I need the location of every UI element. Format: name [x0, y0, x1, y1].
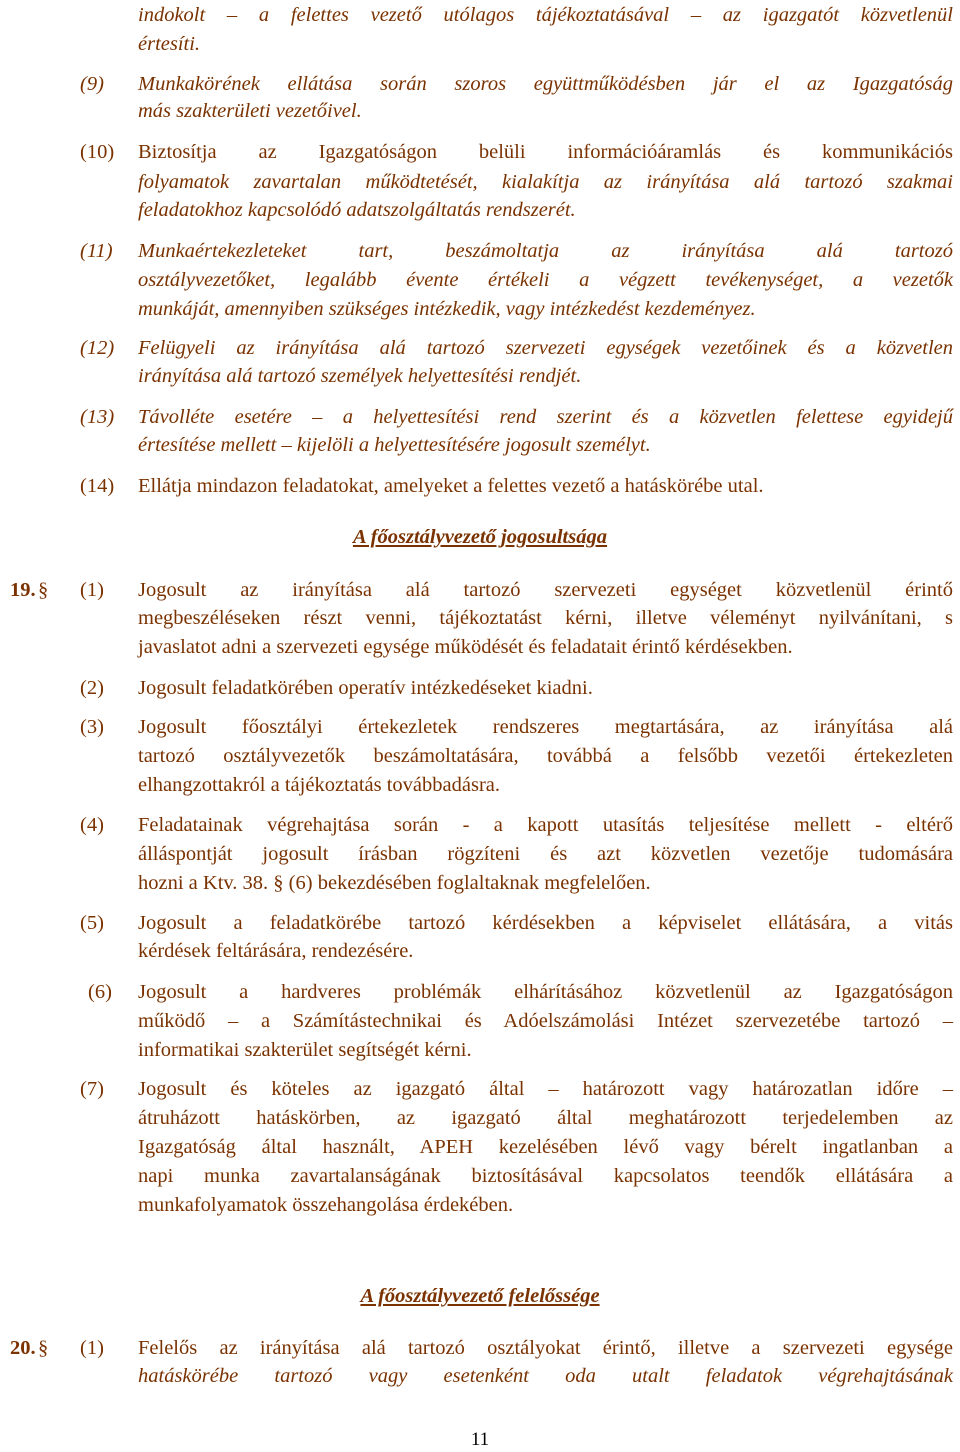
paragraph-14 [0, 471, 960, 501]
text-line [0, 29, 960, 59]
section-19-paragraph-7 [0, 1074, 960, 1104]
text-line [0, 96, 960, 126]
section-19-paragraph-2 [0, 673, 960, 703]
text-line [0, 868, 960, 898]
line-text: munkáját, amennyiben szükséges intézkedik, vagy intézkedést kezdeményez. [138, 298, 756, 320]
section-19-paragraph-5 [0, 908, 960, 938]
line-text: Felügyeli az irányítása alá tartozó szervezeti egységek vezetőinek és a közvetlen [138, 337, 953, 359]
section-19-paragraph-3 [0, 712, 960, 742]
line-text: hozni a Ktv. 38. § (6) bekezdésében foglaltaknak megfelelően. [138, 872, 651, 894]
line-text: Távolléte esetére – a helyettesítési rend szerint és a közvetlen felettese egyidejű [138, 406, 953, 428]
paragraph-number: (10) [80, 141, 115, 163]
text-line [0, 1035, 960, 1065]
text-line [0, 1361, 960, 1391]
line-text: megbeszéléseken részt venni, tájékoztatást kérni, illetve véleményt nyilvánítani, s [138, 607, 953, 629]
line-text: Munkakörének ellátása során szoros együttműködésben jár el az Igazgatóság [138, 73, 953, 95]
line-text: munkafolyamatok összehangolása érdekében. [138, 1194, 514, 1216]
paragraph-number: (12) [80, 337, 115, 359]
text-line [0, 1132, 960, 1162]
line-text: javaslatot adni a szervezeti egysége működését és feladatait érintő kérdésekben. [138, 636, 793, 658]
paragraph-number: (2) [80, 677, 104, 699]
line-text: Jogosult az irányítása alá tartozó szervezeti egységet közvetlenül érintő [138, 579, 953, 601]
text-line [0, 1103, 960, 1133]
section-20-paragraph-1 [0, 1333, 960, 1363]
text-line [0, 741, 960, 771]
paragraph-number: (7) [80, 1078, 104, 1100]
line-text: Jogosult a feladatkörébe tartozó kérdésekben a képviselet ellátására, a vitás [138, 912, 953, 934]
paragraph-number: (1) [80, 579, 104, 601]
line-text: más szakterületi vezetőivel. [138, 100, 362, 122]
section-number: 19. [10, 579, 36, 601]
text-line [0, 1190, 960, 1220]
line-text: Felelős az irányítása alá tartozó osztályokat érintő, illetve a szervezeti egysége [138, 1337, 953, 1359]
section-sign: § [38, 579, 49, 601]
text-line [0, 167, 960, 197]
line-text: Jogosult feladatkörében operatív intézkedéseket kiadni. [138, 677, 593, 699]
line-text: értesíti. [138, 33, 201, 55]
section-sign: § [38, 1337, 49, 1359]
line-text: értesítése mellett – kijelöli a helyettesítésére jogosult személyt. [138, 434, 651, 456]
text-line [0, 839, 960, 869]
line-text: Ellátja mindazon feladatokat, amelyeket a felettes vezető a hatáskörébe utal. [138, 475, 764, 497]
section-19-paragraph-6 [0, 977, 960, 1007]
line-text: informatikai szakterület segítségét kérni. [138, 1039, 472, 1061]
section-19-paragraph-4 [0, 810, 960, 840]
paragraph-number: (5) [80, 912, 104, 934]
line-text: Jogosult a hardveres problémák elhárításához közvetlenül az Igazgatóságon [138, 981, 953, 1003]
section-number: 20. [10, 1337, 36, 1359]
line-text: Jogosult és köteles az igazgató által – határozott vagy határozatlan időre – [138, 1078, 953, 1100]
text-line [0, 195, 960, 225]
line-text: kérdések feltárására, rendezésére. [138, 940, 414, 962]
line-text: napi munka zavartalanságának biztosításával kapcsolatos teendők ellátására a [138, 1165, 953, 1187]
text-line [0, 361, 960, 391]
text-line [0, 632, 960, 662]
line-text: működő – a Számítástechnikai és Adóelszámolási Intézet szervezetébe tartozó – [138, 1010, 953, 1032]
paragraph-number: (1) [80, 1337, 104, 1359]
line-text: Igazgatóság által használt, APEH kezelésében lévő vagy bérelt ingatlanban a [138, 1136, 953, 1158]
paragraph-number: (6) [88, 981, 112, 1003]
line-text: indokolt – a felettes vezető utólagos tájékoztatásával – az igazgatót közvetlenül [138, 4, 953, 26]
line-text: Munkaértekezleteket tart, beszámoltatja az irányítása alá tartozó [138, 240, 953, 262]
line-text: osztályvezetőket, legalább évente értékeli a végzett tevékenységet, a vezetők [138, 269, 953, 291]
line-text: hatáskörébe tartozó vagy esetenként oda utalt feladatok végrehajtásának [138, 1365, 953, 1387]
paragraph-number: (11) [80, 240, 113, 262]
paragraph-number: (13) [80, 406, 115, 428]
paragraph-number: (14) [80, 475, 115, 497]
line-text: folyamatok zavartalan működtetését, kialakítja az irányítása alá tartozó szakmai [138, 171, 953, 193]
line-text: Biztosítja az Igazgatóságon belüli információáramlás és kommunikációs [138, 141, 953, 163]
text-line [0, 265, 960, 295]
paragraph-12 [0, 333, 960, 363]
text-line [0, 936, 960, 966]
paragraph-13 [0, 402, 960, 432]
paragraph-number: (4) [80, 814, 104, 836]
line-text: elhangzottakról a tájékoztatás továbbadásra. [138, 774, 501, 796]
text-line [0, 430, 960, 460]
line-text: feladatokhoz kapcsolódó adatszolgáltatás rendszerét. [138, 199, 576, 221]
paragraph-11 [0, 236, 960, 266]
section-heading-jogosultsaga: A főosztályvezető jogosultsága [353, 526, 607, 548]
paragraph-number: (9) [80, 73, 104, 95]
text-line [0, 294, 960, 324]
text-line [0, 1161, 960, 1191]
text-line [0, 603, 960, 633]
text-line [0, 1006, 960, 1036]
text-line [0, 0, 960, 30]
text-line [0, 770, 960, 800]
line-text: Jogosult főosztályi értekezletek rendszeres megtartására, az irányítása alá [138, 716, 953, 738]
line-text: irányítása alá tartozó személyek helyettesítési rendjét. [138, 365, 582, 387]
section-heading-felelossege: A főosztályvezető felelőssége [360, 1285, 600, 1307]
line-text: átruházott hatáskörben, az igazgató által meghatározott terjedelemben az [138, 1107, 953, 1129]
line-text: álláspontját jogosult írásban rögzíteni és azt közvetlen vezetője tudomására [138, 843, 953, 865]
section-19-paragraph-1 [0, 575, 960, 605]
paragraph-number: (3) [80, 716, 104, 738]
line-text: Feladatainak végrehajtása során - a kapott utasítás teljesítése mellett - eltérő [138, 814, 953, 836]
paragraph-9 [0, 69, 960, 99]
paragraph-10 [0, 137, 960, 167]
page-number: 11 [470, 1429, 490, 1450]
line-text: tartozó osztályvezetők beszámoltatására, továbbá a felsőbb vezetői értekezleten [138, 745, 953, 767]
